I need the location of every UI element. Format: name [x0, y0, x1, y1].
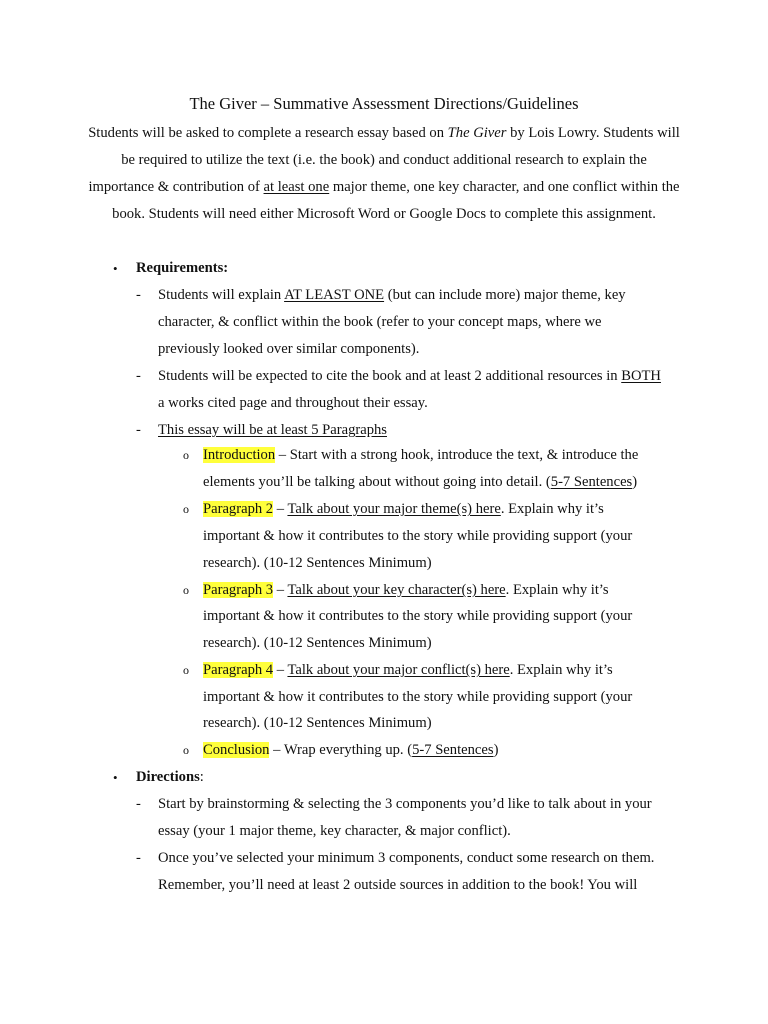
p4-label-highlight: Paragraph 4: [203, 662, 274, 678]
p3-line3: research). (10-12 Sentences Minimum): [203, 635, 432, 651]
book-title: The Giver: [447, 125, 507, 141]
req-item1-dash: -: [136, 287, 141, 303]
p3-line1: Paragraph 3 – Talk about your key character(s) here. Explain why it’s: [203, 582, 609, 598]
dir-item2-line2: Remember, you’ll need at least 2 outside sources in addition to the book! You will: [158, 877, 638, 893]
dir-item2-line1: Once you’ve selected your minimum 3 components, conduct some research on them.: [158, 850, 655, 866]
p4-line1: Paragraph 4 – Talk about your major conflict(s) here. Explain why it’s: [203, 662, 613, 678]
intro-label-highlight: Introduction: [203, 447, 276, 463]
p2-circle-marker: o: [183, 502, 189, 516]
p3-line2: important & how it contributes to the story while providing support (your: [203, 608, 633, 624]
intro-para-line1: Introduction – Start with a strong hook, introduce the text, & introduce the: [203, 447, 639, 463]
req-item1-line1: Students will explain AT LEAST ONE (but can include more) major theme, key: [158, 287, 626, 303]
p3-label-highlight: Paragraph 3: [203, 582, 274, 598]
p4-line3: research). (10-12 Sentences Minimum): [203, 715, 432, 731]
at-least-one-emphasis: at least one: [263, 179, 330, 195]
p4-circle-marker: o: [183, 663, 189, 677]
document-title: The Giver – Summative Assessment Directions/Guidelines: [189, 94, 579, 113]
p2-label-highlight: Paragraph 2: [203, 501, 274, 517]
dir-item2-dash: -: [136, 850, 141, 866]
intro-paragraph: Students will be asked to complete a research essay based on The Giver by Lois Lowry. Students will be required to utilize the text (i.e. the book) and conduct additional research to explain the importance & contribution of at least one major theme, one key character, and one conflict within the book. Students will need either Microsoft Word or Google Docs to complete this assignment.: [88, 125, 680, 222]
conclusion-line1: Conclusion – Wrap everything up. (5-7 Sentences): [203, 742, 499, 758]
req-item2-dash: -: [136, 368, 141, 384]
p2-line1: Paragraph 2 – Talk about your major theme(s) here. Explain why it’s: [203, 501, 604, 517]
req-item1-line3: previously looked over similar components).: [158, 341, 420, 357]
req-item3-line1: This essay will be at least 5 Paragraphs: [158, 422, 387, 438]
p4-line2: important & how it contributes to the story while providing support (your: [203, 689, 633, 705]
dir-item1-line1: Start by brainstorming & selecting the 3 components you’d like to talk about in your: [158, 796, 652, 812]
conclusion-circle-marker: o: [183, 743, 189, 757]
req-item1-line2: character, & conflict within the book (refer to your concept maps, where we: [158, 314, 602, 330]
requirements-heading: Requirements:: [136, 260, 229, 276]
dir-item1-dash: -: [136, 796, 141, 812]
req-item3-dash: -: [136, 422, 141, 438]
conclusion-label-highlight: Conclusion: [203, 742, 270, 758]
dir-item1-line2: essay (your 1 major theme, key character, & major conflict).: [158, 823, 511, 839]
intro-para-line2: elements you’ll be talking about without going into detail. (5-7 Sentences): [203, 474, 638, 490]
p3-circle-marker: o: [183, 583, 189, 597]
directions-heading: Directions:: [136, 769, 204, 785]
req-item2-line2: a works cited page and throughout their essay.: [158, 395, 428, 411]
p2-line3: research). (10-12 Sentences Minimum): [203, 555, 432, 571]
requirements-bullet: •: [113, 261, 118, 276]
intro-circle-marker: o: [183, 448, 189, 462]
p2-line2: important & how it contributes to the story while providing support (your: [203, 528, 633, 544]
req-item2-line1: Students will be expected to cite the book and at least 2 additional resources in BOTH: [158, 368, 661, 384]
directions-bullet: •: [113, 770, 118, 785]
